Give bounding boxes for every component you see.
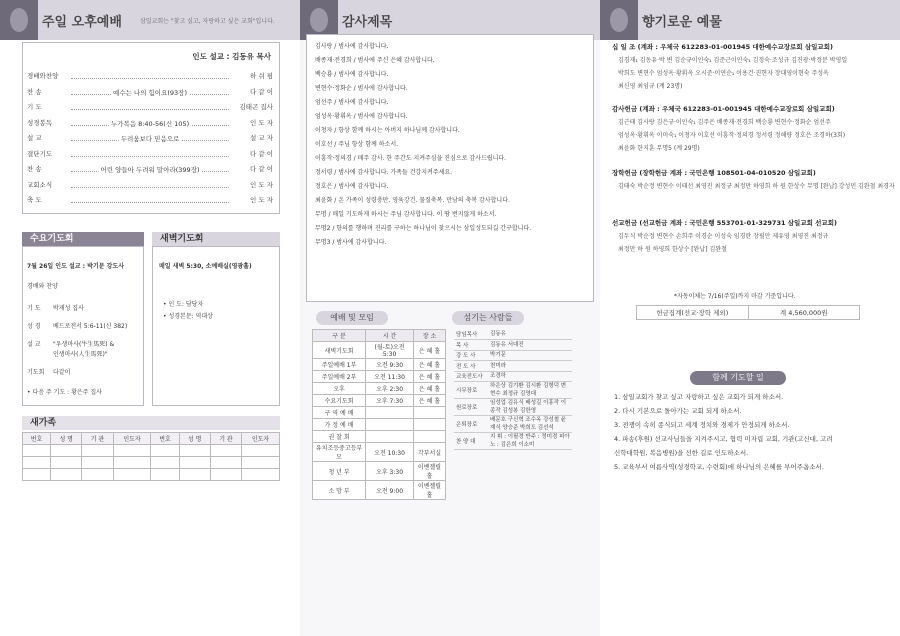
- thanks-line: 이흥작·정의경 / 매주 감사. 한 주간도 지켜주심을 진심으로 감사드립니다.: [315, 155, 507, 162]
- service-order-row: [27, 71, 273, 82]
- server-names: 지 휘 : 이필경 반주 : 정미경 피아노 : 김은희 이소미: [488, 433, 572, 450]
- offering-total-table: [636, 305, 860, 320]
- server-names: 천미라: [488, 361, 572, 372]
- schedule-cell: 은 혜 홀: [414, 371, 446, 383]
- prayer-title: 함께 기도할 일: [690, 371, 786, 385]
- schedule-cell: 은 혜 홀: [414, 383, 446, 395]
- schedule-cell: 오후 7:30: [366, 395, 414, 407]
- order-leader-dots: [71, 149, 229, 157]
- schedule-cell: 구 역 예 배: [313, 407, 366, 419]
- offering-donor-names: 최윤화 한지훈 무명5 (계 29명): [618, 145, 700, 152]
- schedule-cell: 이벤젤릴홀: [414, 462, 446, 481]
- new-family-header: 번호: [23, 433, 51, 445]
- server-role: 담임목사: [454, 329, 488, 340]
- order-item-detail: 누가복음 8:40-56(신 105): [110, 119, 190, 128]
- thanks-line: 배종재·전경희 / 범사에 주신 은혜 감사합니다.: [315, 57, 435, 64]
- order-of-service: [22, 42, 280, 214]
- schedule-row: [313, 481, 446, 500]
- order-leader-dots: [71, 118, 229, 126]
- worship-schedule-table: [312, 329, 446, 500]
- wed-prayer-title: 수요기도회: [22, 232, 144, 246]
- offerings-column: [600, 0, 900, 636]
- church-motto: 삼일교회는 "찾고 싶고, 자랑하고 싶은 교회"입니다.: [140, 18, 275, 25]
- new-family-header: 성 명: [51, 433, 82, 445]
- dawn-time: 매일 새벽 5:30, 소예배실(영광홀): [159, 263, 252, 270]
- prayer-item: 4. 파송(후원) 선교사님들을 지켜주시고, 협력 미자립 교회, 기관(고신대, 고려: [614, 435, 833, 443]
- total-value: 계 4,560,000원: [748, 306, 860, 320]
- schedule-cell: 오전 9:00: [366, 481, 414, 500]
- server-row: [454, 350, 572, 361]
- server-names: 임성업 김유식 배성길 이흥작 이종작 김성봉 김한영: [488, 399, 572, 416]
- dawn-scripture: • 성경본문: 역대상: [163, 313, 213, 320]
- schedule-cell: 오후: [313, 383, 366, 395]
- server-row: [454, 382, 572, 399]
- service-order-row: [27, 164, 273, 175]
- new-family-title: 새가족: [22, 416, 280, 430]
- new-family-header: 번호: [151, 433, 179, 445]
- service-order-row: [27, 149, 273, 160]
- schedule-cell: 오후 2:30: [366, 383, 414, 395]
- afternoon-worship-banner: [0, 0, 300, 40]
- order-leader-dots: [71, 164, 229, 172]
- schedule-cell: (월-토)오전 5:30: [366, 342, 414, 359]
- order-item-detail: 어린 양들아 두려워 말아라(399장): [100, 166, 200, 174]
- new-family-header: 기 관: [210, 433, 241, 445]
- dawn-prayer-box: [152, 246, 280, 406]
- service-order-row: [27, 195, 273, 206]
- new-family-table: [22, 432, 280, 481]
- cross-photo-icon: [0, 0, 38, 40]
- wed-praise: 경배와 찬양: [27, 283, 58, 290]
- offering-donor-names: 김두식 박순정 변현수 손희주 이경순 이성숙 임경란 장필안 제유영 최영진 최정규: [618, 233, 829, 240]
- offering-account-heading: 선교헌금 (선교헌금 계좌 : 국민은행 553701-01-329731 삼일교회 선교회): [612, 219, 837, 227]
- schedule-row: [313, 383, 446, 395]
- new-family-header: 기 관: [82, 433, 113, 445]
- schedule-cell: 주일예배 2부: [313, 371, 366, 383]
- order-item-detail: 두려움보다 믿음으로: [120, 135, 180, 143]
- order-leader-dots: [71, 102, 229, 110]
- schedule-row: [313, 359, 446, 371]
- order-item-name: 기 도: [27, 103, 42, 111]
- server-names: 배문호 구신혁 조수옥 강성철 윤재식 양승준 박희도 김선석: [488, 416, 572, 433]
- schedule-cell: [366, 431, 414, 443]
- thanks-line: 이호선 / 주님 항상 함께 하소서.: [315, 141, 399, 148]
- offering-donor-names: 최신영 최임규 (계 23명): [618, 83, 683, 90]
- server-role: 은퇴장로: [454, 416, 488, 433]
- schedule-row: [313, 431, 446, 443]
- server-role: 전 도 사: [454, 361, 488, 372]
- service-order-row: [27, 180, 273, 191]
- order-item-name: 찬 송: [27, 165, 42, 173]
- server-row: [454, 340, 572, 351]
- order-item-name: 경배와찬양: [27, 72, 59, 80]
- offering-donor-names: 박희도 변현수 엄성옥·황휘옥 오시준·이연순₁ 이용건·진현자 장대영이현숙 주성옥: [618, 70, 829, 77]
- new-family-header: 인도자: [242, 433, 280, 445]
- section-title: 감사제목: [342, 15, 393, 30]
- server-names: 하은상 김기환 김시환 김형덕 변현수 최정규 김영대: [488, 382, 572, 399]
- dawn-leader: • 인 도: 담당자: [163, 301, 204, 308]
- order-item-person: 다 같 이: [250, 165, 273, 173]
- prayer-item: 신학대학원, 복음병원)을 선한 길로 인도하소서.: [614, 449, 749, 457]
- offering-donor-names: 김경재₁ 김동유·박 변 김순규이인숙₁ 김준근이인숙₁ 김정숙·조성규 김진광·박정분 박영일: [618, 57, 848, 64]
- wed-item-value: 베드로전서 5:6-11(신 382): [53, 323, 128, 330]
- offering-donor-names: 엄성옥·황휘옥 이미숙₁ 이청자 이호선 이흥작·정의경 정서령 정해량 정호은 조경하(3회): [618, 132, 846, 139]
- wed-date: 7월 26일 인도 설교 : 박기문 강도사: [27, 263, 125, 270]
- schedule-row: [313, 462, 446, 481]
- server-row: [454, 416, 572, 433]
- server-row: [454, 371, 572, 382]
- schedule-cell: 은 혜 홀: [414, 359, 446, 371]
- prayer-item: 1. 삼일교회가 찾고 싶고 자랑하고 싶은 교회가 되게 하소서.: [614, 393, 784, 401]
- schedule-row: [313, 395, 446, 407]
- thanks-line: 정호은 / 범사에 감사합니다.: [315, 183, 389, 190]
- dawn-prayer-title: 새벽기도회: [152, 232, 280, 246]
- new-family-header: 성 명: [179, 433, 210, 445]
- schedule-header: 시 간: [366, 330, 414, 342]
- thanks-line: 엄성옥·황휘옥 / 범사에 감사합니다.: [315, 113, 408, 120]
- schedule-cell: 오전 11:30: [366, 371, 414, 383]
- thanks-column: [300, 0, 600, 636]
- thanks-line: 무명3 / 범사에 감사합니다.: [315, 239, 387, 246]
- schedule-cell: 청 년 부: [313, 462, 366, 481]
- order-item-person: 인 도 자: [250, 180, 273, 189]
- bible-photo-icon: [600, 0, 638, 40]
- schedule-row: [313, 371, 446, 383]
- order-item-name: 결단기도: [27, 149, 53, 158]
- order-leader-dots: [71, 133, 229, 141]
- thanks-line: 무명 / 매일 기도하게 하시는 주님 감사합니다. 이 땅 번지않게 하소서.: [315, 211, 497, 218]
- order-item-name: 성경봉독: [27, 118, 53, 127]
- server-role: 교육전도사: [454, 371, 488, 382]
- schedule-cell: 유치조등중고등부모: [313, 443, 366, 462]
- order-leader-dots: [71, 180, 229, 188]
- server-role: 원로장로: [454, 399, 488, 416]
- order-item-name: 찬 송: [27, 87, 42, 96]
- schedule-cell: 권 찰 회: [313, 431, 366, 443]
- wed-prayer-box: [22, 246, 144, 406]
- server-names: 김동유: [488, 329, 572, 340]
- server-row: [454, 329, 572, 340]
- schedule-cell: 은 혜 홀: [414, 395, 446, 407]
- order-item-person: 다 같 이: [250, 149, 273, 158]
- wed-item-label: 설 교: [27, 341, 41, 348]
- offering-account-heading: 십 일 조 (계좌 : 우체국 612283-01-001945 대한예수교장로회 삼일교회): [612, 43, 833, 51]
- wed-item-label: 성 경: [27, 323, 41, 330]
- server-row: [454, 399, 572, 416]
- thanks-line: 최윤화 / 온 가족이 성령충만. 영육강건. 물질축복. 만남의 축복 감사합니다.: [315, 197, 510, 204]
- service-order-row: [27, 87, 273, 98]
- schedule-cell: 수요기도회: [313, 395, 366, 407]
- schedule-cell: 소 망 부: [313, 481, 366, 500]
- server-row: [454, 361, 572, 372]
- schedule-cell: [366, 407, 414, 419]
- prayer-item: 5. 교육부서 여름사역(성경학교, 수련회)에 하나님의 은혜를 부어주옵소서.: [614, 463, 824, 471]
- schedule-header: 장 소: [414, 330, 446, 342]
- thanks-line: 이청자 / 항상 함께 하시는 아버지 하나님께 감사합니다.: [315, 127, 460, 134]
- order-item-name: 설 교: [27, 134, 42, 142]
- thanks-line: 변현수·정화순 / 범사에 감사합니다.: [315, 85, 408, 92]
- schedule-header-row: [313, 330, 446, 342]
- schedule-cell: [414, 407, 446, 419]
- schedule-cell: 오전 9:30: [366, 359, 414, 371]
- auto-transfer-note: *자동이체는 7/16(주일)까지 마감 기준입니다.: [674, 293, 796, 300]
- order-item-person: 설 교 자: [250, 134, 273, 142]
- schedule-cell: 새벽기도회: [313, 342, 366, 359]
- new-family-header: 인도자: [113, 433, 151, 445]
- worship-schedule-title: 예배 및 모임: [316, 311, 388, 325]
- server-role: 시무장로: [454, 382, 488, 399]
- prayer-item: 2. 다시 기본으로 돌아가는 교회 되게 하소서.: [614, 407, 742, 415]
- thanks-line: 정서령 / 범사에 감사합니다. 가족들 건강지켜주세요.: [315, 169, 453, 176]
- server-role: 강 도 사: [454, 350, 488, 361]
- schedule-cell: 이벤젤릴홀: [414, 481, 446, 500]
- schedule-cell: 오전 10:30: [366, 443, 414, 462]
- service-order-row: [27, 133, 273, 144]
- schedule-cell: 각부서실: [414, 443, 446, 462]
- schedule-row: [313, 407, 446, 419]
- schedule-cell: 가 정 예 배: [313, 419, 366, 431]
- wed-item-label: 기 도: [27, 305, 41, 312]
- order-item-person: 인 도 자: [250, 118, 273, 127]
- worship-column: [0, 0, 300, 636]
- order-item-person: 인 도 자: [250, 196, 273, 204]
- thanks-line: 김사랑 / 범사에 감사합니다.: [315, 43, 389, 50]
- wed-item-value: 다같이: [53, 369, 71, 376]
- wed-item-label: 기도회: [27, 369, 45, 376]
- schedule-cell: 주일예배 1부: [313, 359, 366, 371]
- offering-donor-names: 김태숙 박순정 변현수 이태선 최영진 최정규 최정만 하영희 하 원 한상수 무명 [완납] 강성민 김완철 최경자: [618, 183, 895, 190]
- order-item-name: 축 도: [27, 196, 42, 204]
- servers-title: 섬기는 사람들: [452, 311, 524, 325]
- offering-account-heading: 장학헌금 (장학헌금 계좌 : 국민은행 108501-04-010520 삼일교회): [612, 169, 816, 177]
- schedule-cell: 오후 3:30: [366, 462, 414, 481]
- prayer-item: 3. 전쟁이 속히 종식되고 세계 정치와 경제가 안정되게 하소서.: [614, 421, 790, 429]
- offering-account-heading: 감사헌금 (계좌 : 우체국 612283-01-001945 대한예수교장로회 삼일교회): [612, 105, 835, 113]
- schedule-cell: [414, 431, 446, 443]
- thanks-line: 무명2 / 항의를 행하며 진리를 구하는 하나님이 찾으시는 삼일성도되길 간구합니다.: [315, 225, 532, 232]
- service-order-row: [27, 102, 273, 113]
- schedule-header: 구 분: [313, 330, 366, 342]
- order-item-detail: 예수는 나의 힘이요(93장): [113, 88, 187, 97]
- server-role: 찬 양 대: [454, 433, 488, 450]
- next-week-prayer: • 다음 주 기도 : 황은주 집사: [27, 389, 102, 396]
- section-title: 주일 오후예배: [42, 15, 122, 30]
- order-item-person: 하 쉬 핌: [250, 72, 273, 80]
- schedule-row: [313, 342, 446, 359]
- schedule-cell: [366, 419, 414, 431]
- server-names: 조경하: [488, 371, 572, 382]
- offering-donor-names: 김근태 김사랑 김은규·이인숙₁ 김주은 배종재·전경희 백승룡 변현수·정화순 엄선주: [618, 119, 831, 126]
- offerings-banner: [600, 0, 900, 40]
- server-names: 김동유 서대진: [488, 340, 572, 351]
- servers-table: [454, 329, 572, 450]
- wed-item-value: "우생마사(牛生馬死) &: [53, 341, 115, 348]
- order-item-name: 교회소식: [27, 180, 53, 189]
- schedule-cell: [414, 419, 446, 431]
- thanks-line: 엄선주 / 범사에 감사합니다.: [315, 99, 389, 106]
- order-item-person: 김태곤 집사: [239, 103, 273, 111]
- server-role: 목 사: [454, 340, 488, 351]
- schedule-row: [313, 443, 446, 462]
- wed-item-value: 인생마사(人生馬死)": [53, 351, 108, 358]
- thanks-list: [306, 34, 594, 302]
- wed-item-value: 박재성 집사: [53, 305, 84, 312]
- section-title: 향기로운 예물: [642, 15, 722, 30]
- server-row: [454, 433, 572, 450]
- server-names: 박기문: [488, 350, 572, 361]
- service-order-row: [27, 118, 273, 129]
- offering-donor-names: 최정만 하 원 하영희 한상수 [완납] 김완철: [618, 246, 727, 253]
- thanks-line: 백승룡 / 범사에 감사합니다.: [315, 71, 389, 78]
- order-leader-dots: [71, 195, 229, 203]
- total-label: 헌금집계(선교·장학 제외): [637, 306, 749, 320]
- order-item-person: 다 같 이: [250, 87, 273, 96]
- order-leader-dots: [71, 71, 229, 79]
- order-leader-dots: [71, 87, 229, 95]
- preacher-line: 인도 설교 : 김동유 목사: [192, 52, 271, 61]
- schedule-cell: 은 혜 홀: [414, 342, 446, 359]
- schedule-row: [313, 419, 446, 431]
